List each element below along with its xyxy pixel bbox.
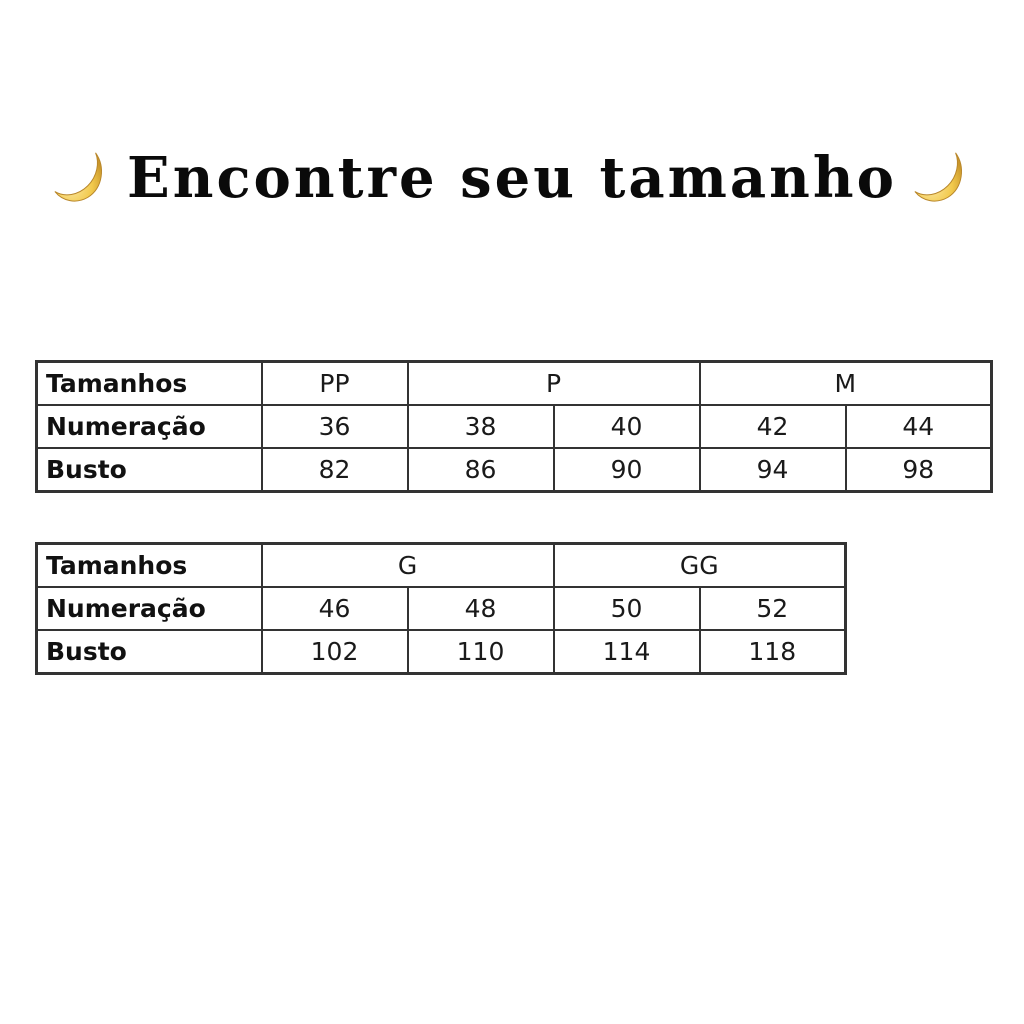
size-cell: M <box>700 362 992 406</box>
bust-cell: 82 <box>262 448 408 492</box>
size-cell: G <box>262 544 554 588</box>
bust-cell: 118 <box>700 630 846 674</box>
bust-cell: 86 <box>408 448 554 492</box>
table-row-tamanhos <box>37 544 846 588</box>
row-header: Numeração <box>37 587 262 630</box>
number-cell: 52 <box>700 587 846 630</box>
number-cell: 50 <box>554 587 700 630</box>
row-header: Tamanhos <box>37 362 262 406</box>
number-cell: 40 <box>554 405 700 448</box>
bust-cell: 94 <box>700 448 846 492</box>
size-table-2 <box>35 542 847 675</box>
bust-cell: 110 <box>408 630 554 674</box>
table-row-numeracao <box>37 587 846 630</box>
size-cell: P <box>408 362 700 406</box>
number-cell: 48 <box>408 587 554 630</box>
number-cell: 44 <box>846 405 992 448</box>
row-header: Busto <box>37 630 262 674</box>
size-cell: PP <box>262 362 408 406</box>
number-cell: 38 <box>408 405 554 448</box>
bust-cell: 90 <box>554 448 700 492</box>
table-row-tamanhos <box>37 362 992 406</box>
crescent-moon-icon <box>911 147 973 209</box>
table-row-busto <box>37 448 992 492</box>
bust-cell: 102 <box>262 630 408 674</box>
title-row <box>0 138 1024 218</box>
page-title: Encontre seu tamanho <box>127 145 897 211</box>
size-table-1 <box>35 360 993 493</box>
crescent-moon-icon <box>51 147 113 209</box>
table-row-busto <box>37 630 846 674</box>
row-header: Tamanhos <box>37 544 262 588</box>
number-cell: 42 <box>700 405 846 448</box>
table-row-numeracao <box>37 405 992 448</box>
size-cell: GG <box>554 544 846 588</box>
number-cell: 36 <box>262 405 408 448</box>
bust-cell: 114 <box>554 630 700 674</box>
number-cell: 46 <box>262 587 408 630</box>
row-header: Busto <box>37 448 262 492</box>
bust-cell: 98 <box>846 448 992 492</box>
row-header: Numeração <box>37 405 262 448</box>
